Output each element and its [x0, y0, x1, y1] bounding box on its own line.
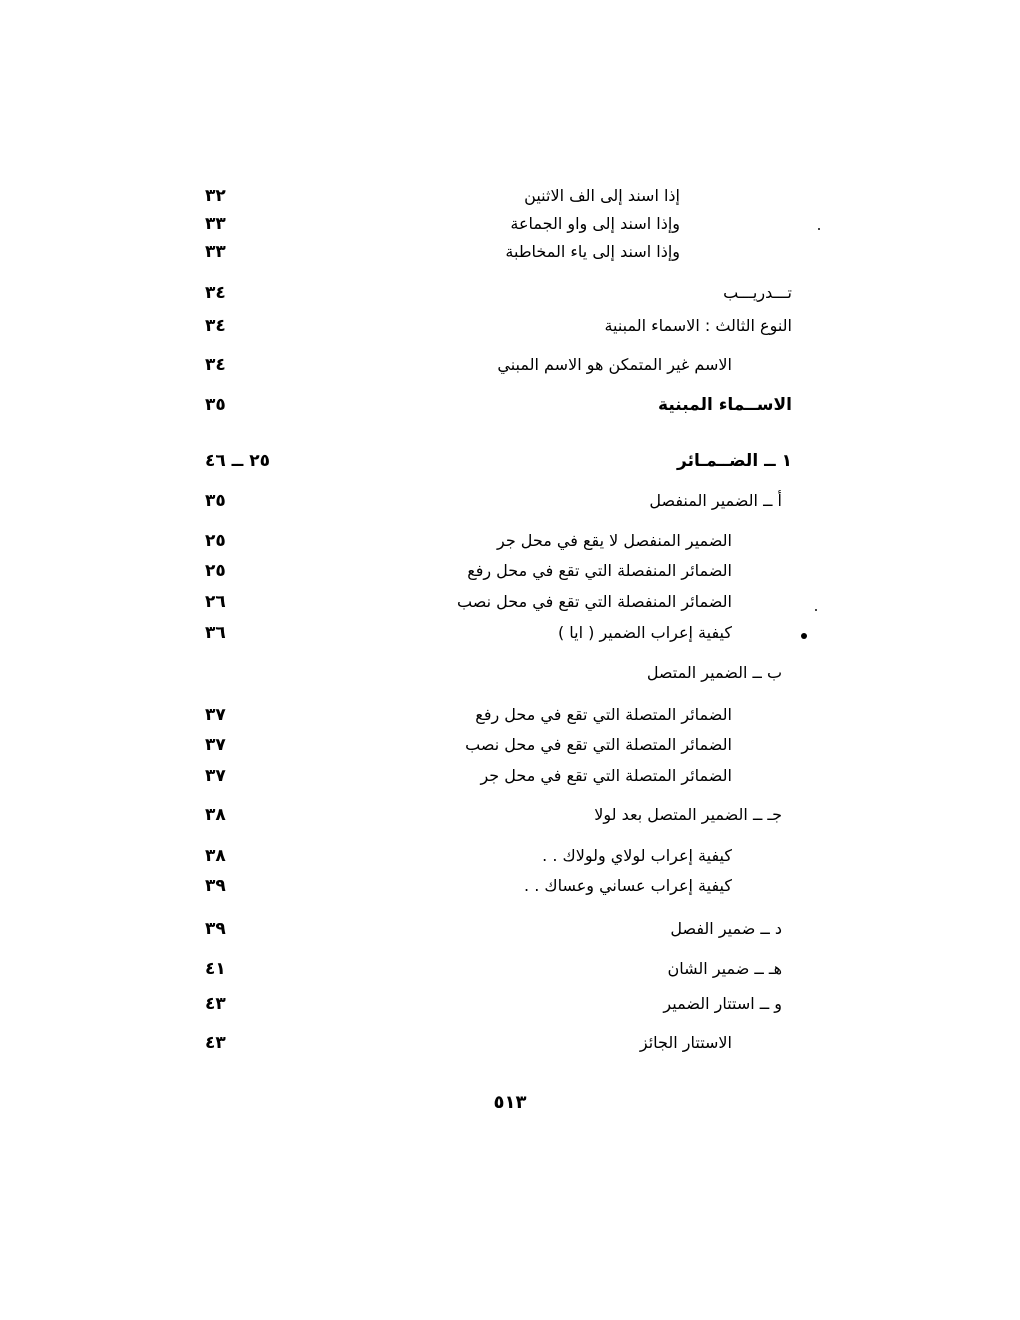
- toc-entry-title: جـ ــ الضمير المتصل بعد لولا: [594, 805, 782, 824]
- toc-entry-page: ٣٥: [205, 395, 226, 415]
- toc-entry: [0, 278, 1020, 308]
- toc-entry-title: ب ــ الضمير المتصل: [646, 663, 782, 682]
- toc-entry: [0, 730, 1020, 760]
- toc-entry: [0, 618, 1020, 648]
- toc-entry-page: ٣٩: [205, 876, 226, 896]
- scan-speck: [815, 609, 817, 611]
- toc-entry: [0, 556, 1020, 586]
- toc-entry-page: ٣٦: [205, 623, 226, 643]
- toc-entry-title: الضمائر المنفصلة التي تقع في محل نصب: [457, 592, 732, 611]
- toc-entry: [0, 761, 1020, 791]
- toc-entry: [0, 390, 1020, 420]
- toc-entry-title: الاسم غير المتمكن هو الاسم المبني: [497, 355, 732, 374]
- toc-entry-title: تـــدريـــب: [723, 283, 792, 302]
- toc-entry-title: د ــ ضمير الفصل: [670, 919, 782, 938]
- bullet-mark: [801, 633, 807, 639]
- toc-entry: [0, 954, 1020, 984]
- toc-entry: [0, 350, 1020, 380]
- toc-entry-page: ٣٨: [205, 805, 226, 825]
- toc-entry: [0, 871, 1020, 901]
- toc-entry: [0, 446, 1020, 476]
- toc-entry-page: ٣٤: [205, 283, 226, 303]
- toc-entry-page: ٢٥ ــ ٤٦: [205, 451, 270, 471]
- toc-entry: [0, 181, 1020, 211]
- toc-entry: [0, 209, 1020, 239]
- toc-entry-page: ٣٧: [205, 735, 226, 755]
- toc-entry-page: ٣٢: [205, 186, 226, 206]
- toc-entry-page: ٣٤: [205, 355, 226, 375]
- toc-entry-title: و ــ استتار الضمير: [663, 994, 782, 1013]
- toc-entry: [0, 700, 1020, 730]
- toc-entry: [0, 237, 1020, 267]
- toc-entry-page: ٣٧: [205, 766, 226, 786]
- toc-entry-page: ٤١: [205, 959, 226, 979]
- toc-entry-title: الضمير المنفصل لا يقع في محل جر: [496, 531, 732, 550]
- page-number: ٥١٣: [493, 1092, 527, 1113]
- toc-entry-title: الاستتار الجائز: [639, 1033, 732, 1052]
- toc-entry-page: ٣٨: [205, 846, 226, 866]
- toc-entry-title: ١ ــ الضــمـائر: [677, 451, 792, 471]
- toc-entry-title: وإذا اسند إلى واو الجماعة: [510, 214, 680, 233]
- toc-entry-page: ٣٣: [205, 242, 226, 262]
- toc-entry: [0, 989, 1020, 1019]
- toc-entry-page: ٢٥: [205, 561, 226, 581]
- toc-entry-page: ٤٣: [205, 1033, 226, 1053]
- scan-speck: [818, 228, 820, 230]
- toc-entry-title: الضمائر المنفصلة التي تقع في محل رفع: [467, 561, 732, 580]
- toc-entry: [0, 658, 1020, 688]
- toc-entry-title: الضمائر المتصلة التي تقع في محل جر: [480, 766, 732, 785]
- toc-entry-page: ٤٣: [205, 994, 226, 1014]
- toc-entry: [0, 311, 1020, 341]
- toc-entry: [0, 587, 1020, 617]
- toc-entry: [0, 800, 1020, 830]
- toc-entry: [0, 914, 1020, 944]
- toc-entry-title: أ ــ الضمير المنفصل: [649, 491, 782, 510]
- toc-entry-title: الاســماء المبنية: [658, 395, 792, 415]
- toc-entry-page: ٣٩: [205, 919, 226, 939]
- toc-entry-title: الضمائر المتصلة التي تقع في محل نصب: [465, 735, 732, 754]
- toc-entry: [0, 841, 1020, 871]
- toc-entry-page: ٢٦: [205, 592, 226, 612]
- toc-entry-title: هـ ــ ضمير الشان: [667, 959, 782, 978]
- toc-entry-page: ٣٥: [205, 491, 226, 511]
- toc-entry-page: ٢٥: [205, 531, 226, 551]
- toc-entry: [0, 526, 1020, 556]
- toc-entry-title: إذا اسند إلى الف الاثنين: [524, 186, 680, 205]
- toc-entry-title: كيفية إعراب لولاي ولولاك . .: [542, 846, 732, 865]
- toc-entry: [0, 486, 1020, 516]
- toc-entry: [0, 1028, 1020, 1058]
- toc-entry-title: الضمائر المتصلة التي تقع في محل رفع: [475, 705, 732, 724]
- toc-entry-title: كيفية إعراب الضمير ( ايا ): [557, 623, 732, 642]
- toc-entry-page: ٣٣: [205, 214, 226, 234]
- toc-entry-title: النوع الثالث : الاسماء المبنية: [604, 316, 792, 335]
- toc-entry-page: ٣٤: [205, 316, 226, 336]
- toc-entry-page: ٣٧: [205, 705, 226, 725]
- toc-entry-title: وإذا اسند إلى ياء المخاطبة: [505, 242, 680, 261]
- toc-entry-title: كيفية إعراب عساني وعساك . .: [524, 876, 732, 895]
